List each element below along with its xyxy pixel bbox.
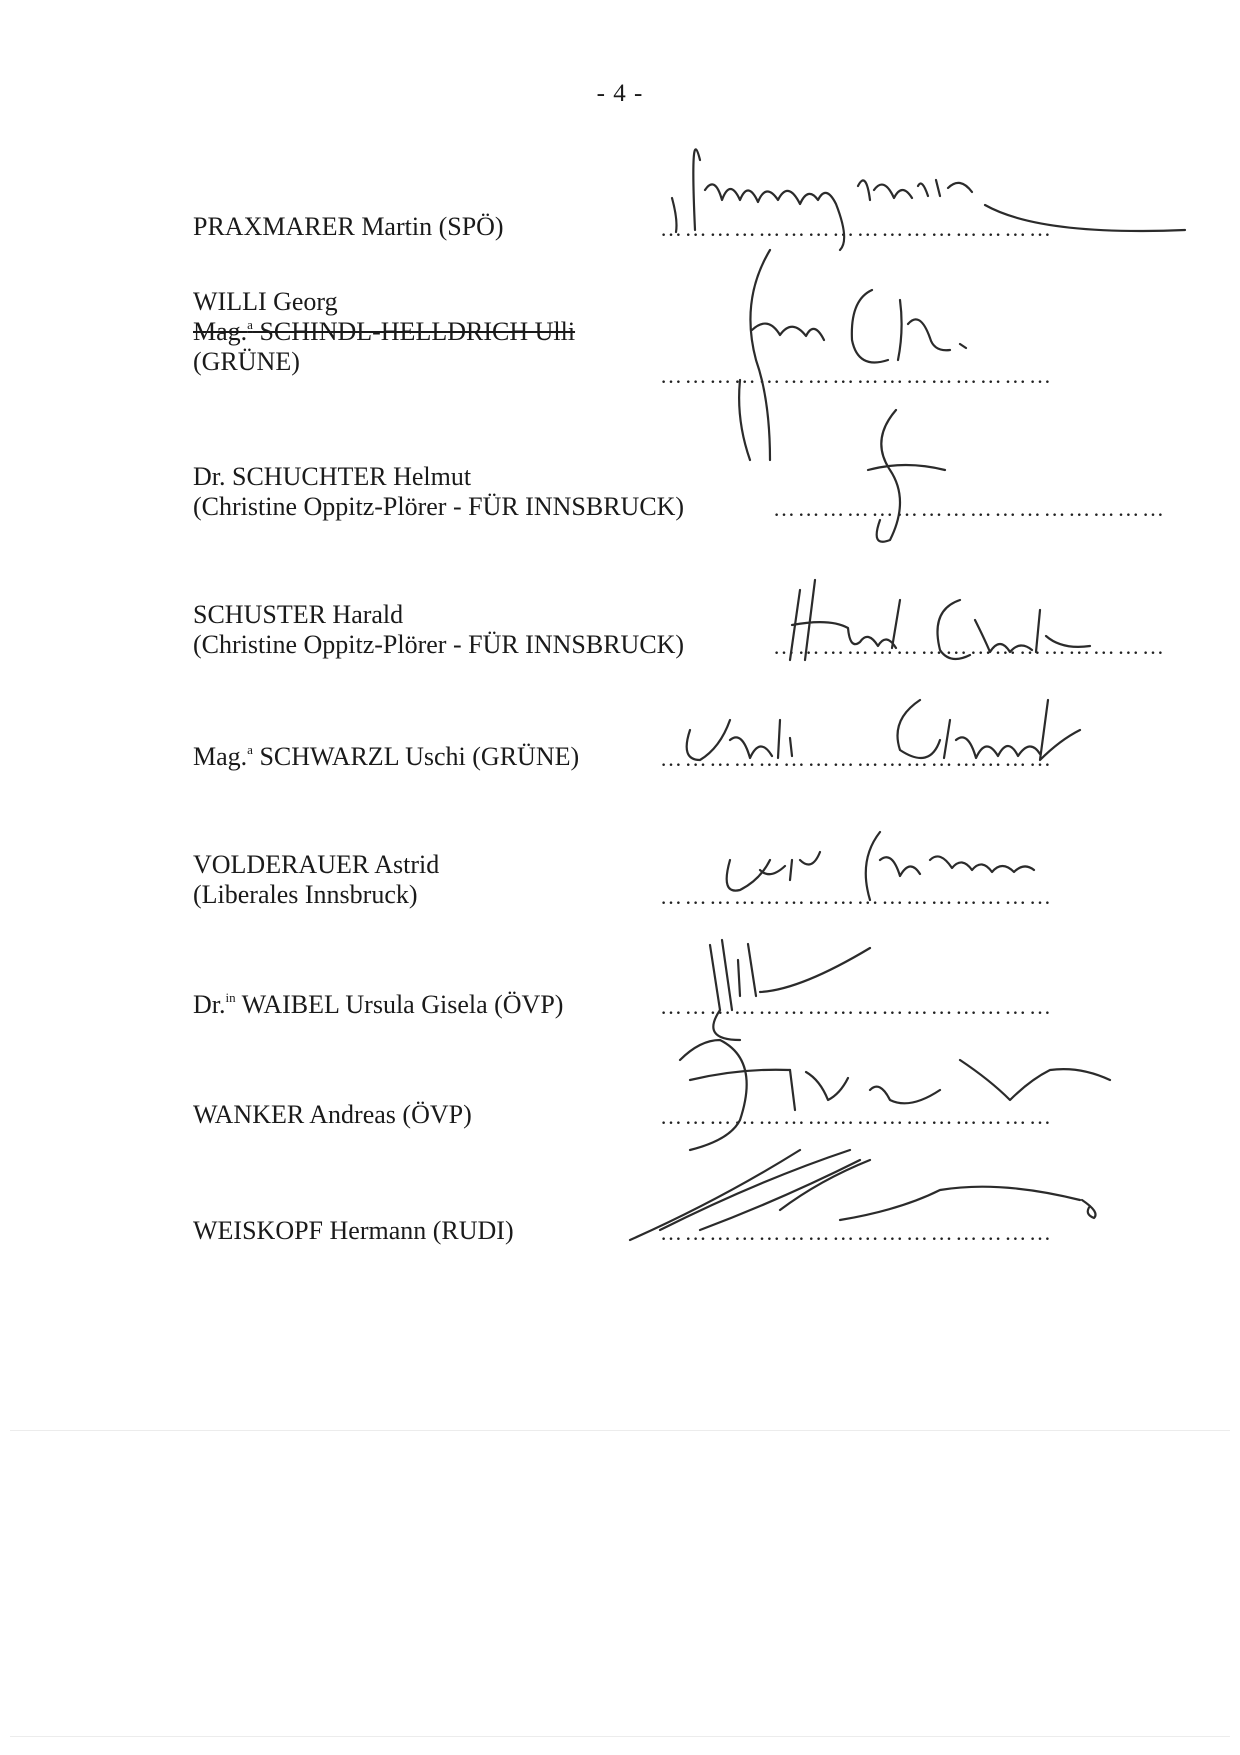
signatory-praxmarer	[193, 212, 504, 242]
party-label: (Liberales Innsbruck)	[193, 880, 418, 909]
signatory-name: VOLDERAUER Astrid	[193, 850, 440, 879]
signatory-wanker	[193, 1100, 472, 1130]
signatory-name: WANKER Andreas (ÖVP)	[193, 1100, 472, 1129]
signatory-willi	[193, 287, 575, 377]
signatory-name: WEISKOPF Hermann (RUDI)	[193, 1216, 514, 1245]
signature-willi	[739, 250, 966, 460]
signature-line: …………………………………………	[660, 363, 1054, 388]
signature-line: …………………………………………	[660, 994, 1054, 1019]
signatory-name: Mag.$^a$ SCHWARZL Uschi (GRÜNE)	[193, 742, 580, 771]
signatory-name: PRAXMARER Martin (SPÖ)	[193, 212, 504, 241]
signatory-schuchter	[193, 462, 684, 522]
signatory-name: Dr. SCHUCHTER Helmut	[193, 462, 472, 491]
signature-line: …………………………………………	[660, 884, 1054, 909]
page-number: - 4 -	[596, 80, 644, 107]
signatory-name: WILLI Georg	[193, 287, 338, 316]
signatory-waibel	[193, 990, 563, 1020]
signatory-schuster	[193, 600, 684, 660]
signature-line: …………………………………………	[660, 1104, 1054, 1129]
signature-schuchter	[868, 410, 945, 542]
page-bottom-edge	[10, 1736, 1230, 1737]
signature-waibel	[710, 940, 870, 1040]
signature-wanker	[680, 1040, 1110, 1150]
party-label: (Christine Oppitz-Plörer - FÜR INNSBRUCK)	[193, 492, 685, 521]
signatory-schwarzl	[193, 742, 579, 772]
signature-line: …………………………………………	[660, 216, 1054, 241]
signature-line: …………………………………………	[660, 1220, 1054, 1245]
signatory-name: Dr.$^{in}$ WAIBEL Ursula Gisela (ÖVP)	[193, 990, 564, 1019]
signatory-name: SCHUSTER Harald	[193, 600, 404, 629]
signature-line: …………………………………………	[773, 496, 1167, 521]
signatory-weiskopf	[193, 1216, 514, 1246]
signature-line: …………………………………………	[773, 634, 1167, 659]
signatory-volderauer	[193, 850, 439, 910]
party-label: (GRÜNE)	[193, 347, 300, 376]
struck-signatory-name: Mag.$^a$ SCHINDL-HELLDRICH Ulli	[193, 317, 576, 346]
page-fold	[10, 1430, 1230, 1431]
signature-line: …………………………………………	[660, 746, 1054, 771]
party-label: (Christine Oppitz-Plörer - FÜR INNSBRUCK)	[193, 630, 685, 659]
